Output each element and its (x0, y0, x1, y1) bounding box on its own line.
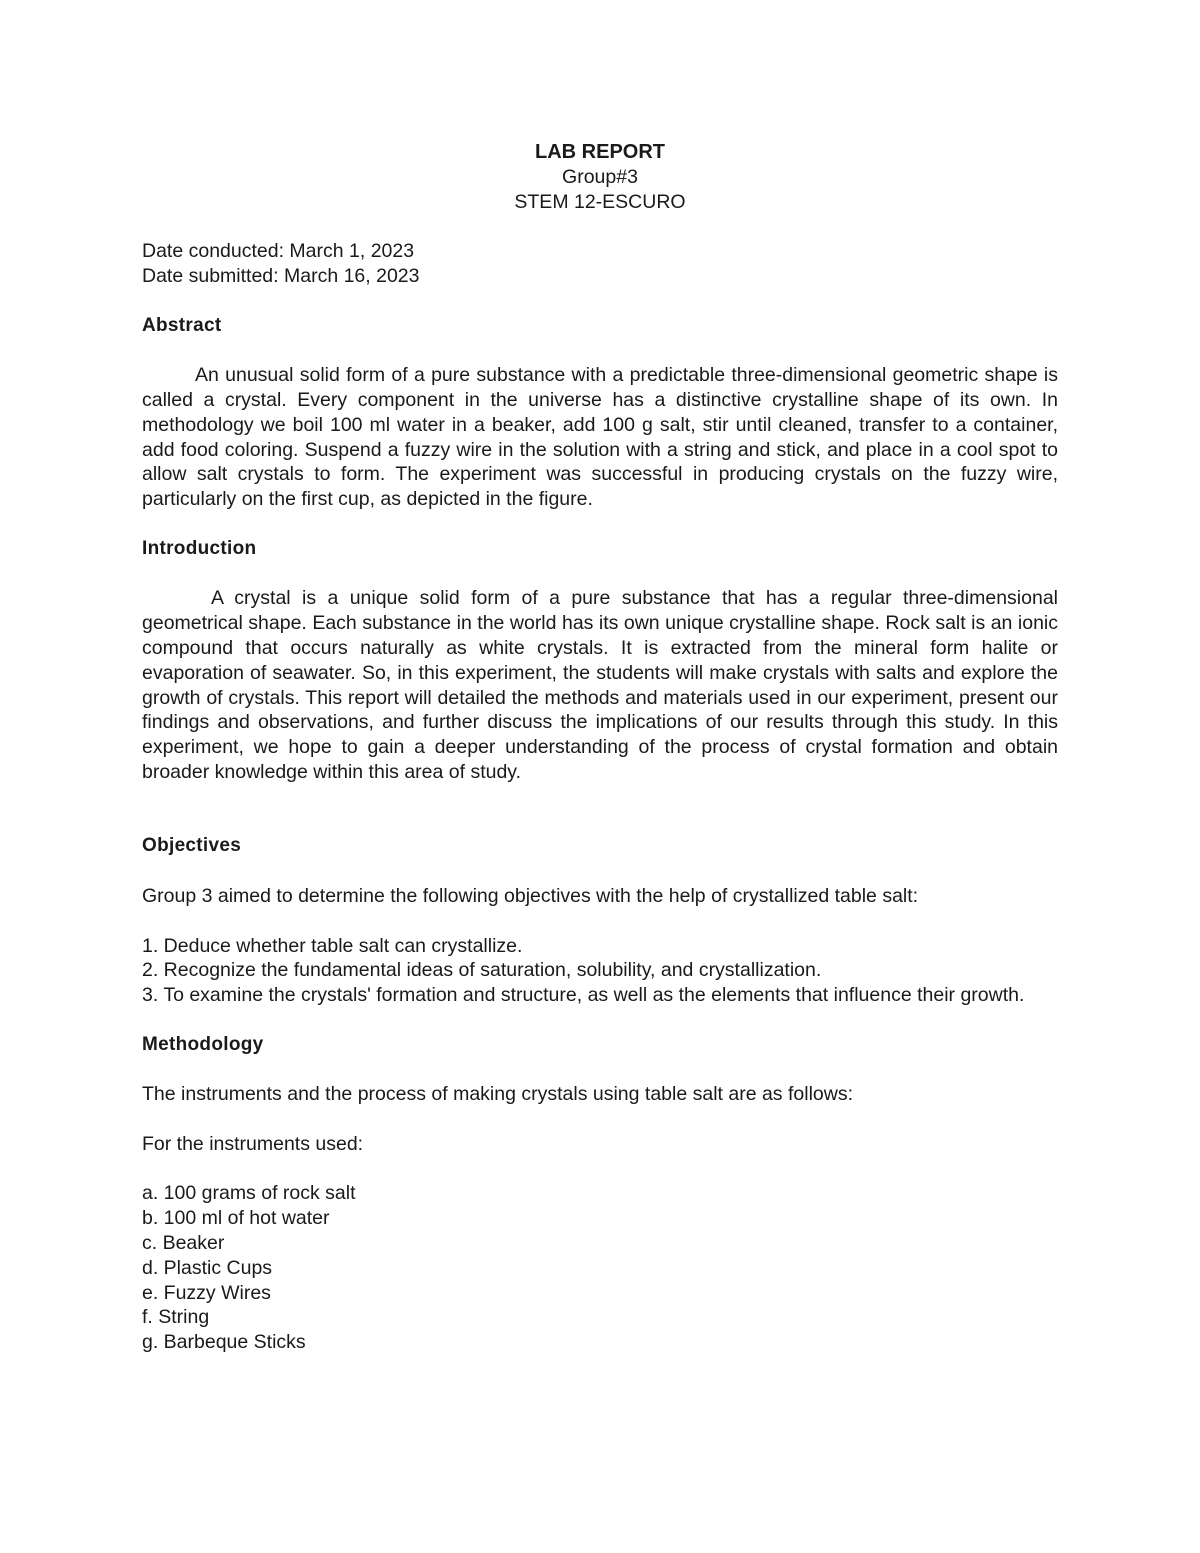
spacer (142, 859, 1058, 884)
group-number: Group#3 (562, 165, 638, 188)
document-page (142, 140, 1058, 1355)
instrument-item: d. Plastic Cups (142, 1256, 273, 1279)
objectives-list (142, 934, 1058, 1008)
instruments-list (142, 1181, 1058, 1355)
instrument-item: e. Fuzzy Wires (142, 1281, 271, 1304)
spacer (142, 289, 1058, 314)
spacer (142, 338, 1058, 363)
spacer (142, 1057, 1058, 1082)
spacer (142, 1107, 1058, 1132)
spacer (142, 214, 1058, 239)
spacer (142, 562, 1058, 587)
objective-item: 3. To examine the crystals' formation and structure, as well as the elements that influence their growth. (142, 984, 1025, 1007)
methodology-heading: Methodology (142, 1033, 264, 1055)
report-title: LAB REPORT (535, 141, 665, 163)
instrument-item: g. Barbeque Sticks (142, 1331, 306, 1354)
section-name: STEM 12-ESCURO (514, 190, 686, 213)
spacer (142, 1008, 1058, 1033)
date-conducted: Date conducted: March 1, 2023 (142, 240, 415, 263)
methodology-intro: The instruments and the process of making crystals using table salt are as follows: (142, 1083, 853, 1106)
objective-item: 2. Recognize the fundamental ideas of saturation, solubility, and crystallization. (142, 959, 822, 982)
introduction-paragraph: A crystal is a unique solid form of a pure substance that has a regular three-dimensional geometrical shape. Each substance in the world has its own unique crystalline shape. Rock salt is an ionic compound that occurs naturally as white crystals. It is extracted from the mineral form halite or evaporation of seawater. So, in this experiment, the students will make crystals with salts and explore the growth of crystals. This report will detailed the methods and materials used in our experiment, present our findings and observations, and further discuss the implications of our results through this study. In this experiment, we hope to gain a deeper understanding of the process of crystal formation and obtain broader knowledge within this area of study. (142, 587, 1058, 783)
instrument-item: a. 100 grams of rock salt (142, 1182, 356, 1205)
introduction-heading: Introduction (142, 537, 257, 559)
spacer (142, 512, 1058, 537)
spacer (142, 909, 1058, 934)
spacer (142, 785, 1058, 835)
instrument-item: f. String (142, 1306, 210, 1329)
spacer (142, 1157, 1058, 1182)
instruments-label: For the instruments used: (142, 1132, 364, 1155)
date-submitted: Date submitted: March 16, 2023 (142, 264, 420, 287)
objectives-intro: Group 3 aimed to determine the following objectives with the help of crystallized table salt: (142, 884, 919, 907)
instrument-item: c. Beaker (142, 1232, 225, 1255)
abstract-paragraph: An unusual solid form of a pure substance with a predictable three-dimensional geometric shape is called a crystal. Every component in the universe has a distinctive crystalline shape of its own. In methodology we boil 100 ml water in a beaker, add 100 g salt, stir until cleaned, transfer to a container, add food coloring. Suspend a fuzzy wire in the solution with a string and stick, and place in a cool spot to allow salt crystals to form. The experiment was successful in producing crystals on the fuzzy wire, particularly on the first cup, as depicted in the figure. (142, 364, 1058, 511)
abstract-heading: Abstract (142, 314, 222, 336)
instrument-item: b. 100 ml of hot water (142, 1207, 330, 1230)
objective-item: 1. Deduce whether table salt can crystallize. (142, 934, 523, 957)
objectives-heading: Objectives (142, 835, 242, 857)
